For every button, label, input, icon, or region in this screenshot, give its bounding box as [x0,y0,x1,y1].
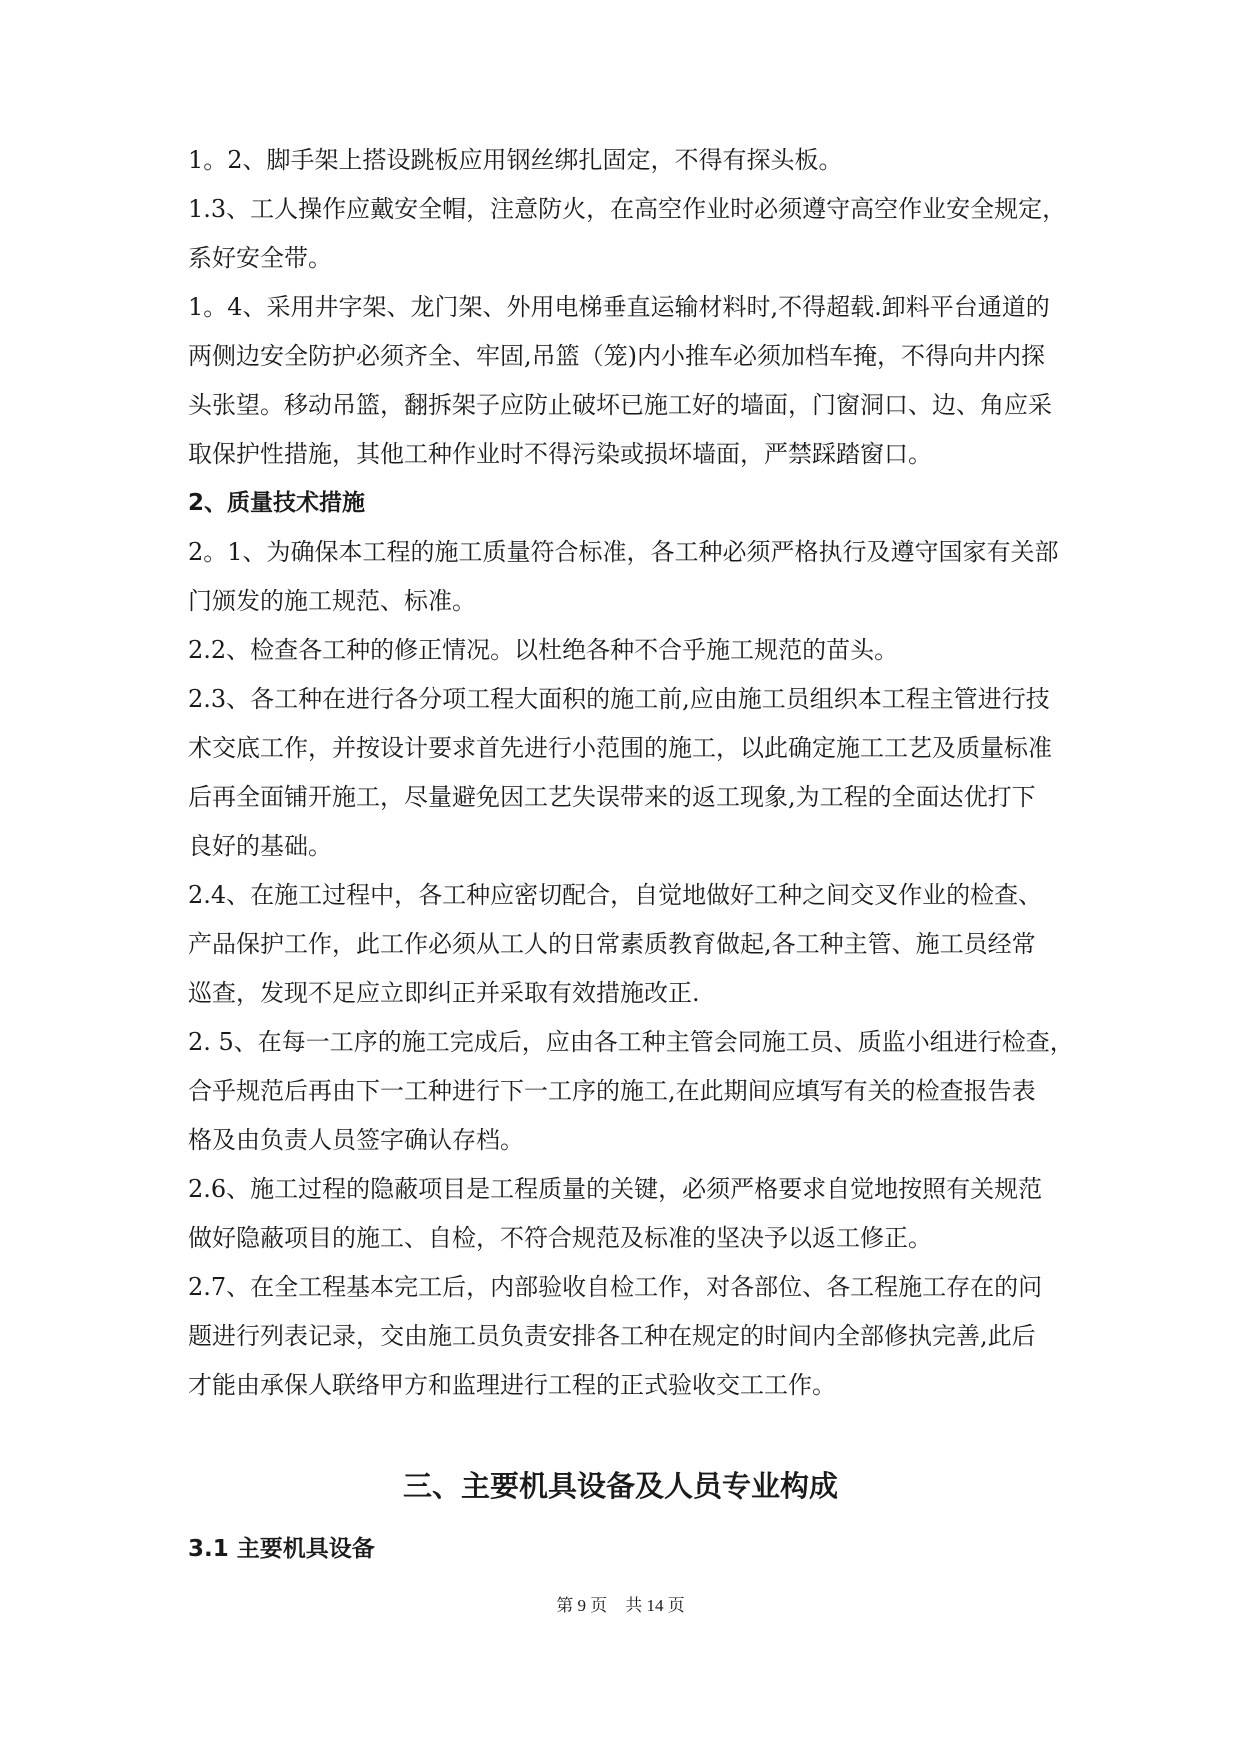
body-text [188,136,1088,1410]
subsection-title: 3.1 主要机具设备 [188,1536,375,1562]
section-heading [188,479,1088,528]
paragraph [188,283,1088,479]
paragraph-line: 头张望。移动吊篮，翻拆架子应防止破坏已施工好的墙面，门窗洞口、边、角应采 [188,391,1052,419]
paragraph [188,1165,1088,1263]
paragraph-line: 2.4、在施工过程中，各工种应密切配合，自觉地做好工种之间交叉作业的检查、 [188,881,1043,909]
paragraph-line: 做好隐蔽项目的施工、自检，不符合规范及标准的坚决予以返工修正。 [188,1224,932,1252]
paragraph-line: 系好安全带。 [188,244,332,272]
paragraph-line: 1。4、采用井字架、龙门架、外用电梯垂直运输材料时,不得超载.卸料平台通道的 [188,293,1050,321]
paragraph-line: 后再全面铺开施工，尽量避免因工艺失误带来的返工现象,为工程的全面达优打下 [188,783,1036,811]
paragraph-line: 2.2、检查各工种的修正情况。以杜绝各种不合乎施工规范的苗头。 [188,636,899,664]
paragraph-line: 题进行列表记录，交由施工员负责安排各工种在规定的时间内全部修执完善,此后 [188,1322,1036,1350]
paragraph [188,626,1088,675]
paragraph-line: 2、质量技术措施 [188,490,366,516]
paragraph-line: 门颁发的施工规范、标准。 [188,587,476,615]
paragraph [188,136,1088,185]
paragraph-line: 合乎规范后再由下一工种进行下一工序的施工,在此期间应填写有关的检查报告表 [188,1077,1036,1105]
paragraph-line: 巡查，发现不足应立即纠正并采取有效措施改正. [188,979,700,1007]
paragraph [188,1018,1088,1165]
paragraph [188,871,1088,1018]
section-title: 三、主要机具设备及人员专业构成 [402,1469,838,1503]
paragraph-line: 才能由承保人联络甲方和监理进行工程的正式验收交工工作。 [188,1371,836,1399]
page-total: 共 14 页 [625,1596,685,1615]
paragraph-line: 2.6、施工过程的隐蔽项目是工程质量的关键，必须严格要求自觉地按照有关规范 [188,1175,1043,1203]
paragraph [188,675,1088,871]
paragraph-line: 1.3、工人操作应戴安全帽，注意防火，在高空作业时必须遵守高空作业安全规定， [188,195,1067,223]
page-footer [0,1591,1241,1616]
paragraph-line: 良好的基础。 [188,832,332,860]
paragraph-line: 1。2、脚手架上搭设跳板应用钢丝绑扎固定，不得有探头板。 [188,146,843,174]
paragraph-line: 2。1、为确保本工程的施工质量符合标准，各工种必须严格执行及遵守国家有关部 [188,538,1059,566]
paragraph [188,185,1088,283]
paragraph-line: 术交底工作，并按设计要求首先进行小范围的施工，以此确定施工工艺及质量标准 [188,734,1052,762]
paragraph-line: 产品保护工作，此工作必须从工人的日常素质教育做起,各工种主管、施工员经常 [188,930,1036,958]
paragraph-line: 格及由负责人员签字确认存档。 [188,1126,524,1154]
paragraph-line: 2.3、各工种在进行各分项工程大面积的施工前,应由施工员组织本工程主管进行技 [188,685,1050,713]
paragraph-line: 2. 5、在每一工序的施工完成后，应由各工种主管会同施工员、质监小组进行检查， [188,1028,1074,1056]
paragraph-line: 两侧边安全防护必须齐全、牢固,吊篮（笼)内小推车必须加档车掩，不得向井内探 [188,342,1045,370]
paragraph [188,528,1088,626]
paragraph-line: 2.7、在全工程基本完工后，内部验收自检工作，对各部位、各工程施工存在的问 [188,1273,1043,1301]
paragraph [188,1263,1088,1410]
paragraph-line: 取保护性措施，其他工种作业时不得污染或损坏墙面，严禁踩踏窗口。 [188,440,932,468]
page-number: 第 9 页 [556,1596,608,1615]
